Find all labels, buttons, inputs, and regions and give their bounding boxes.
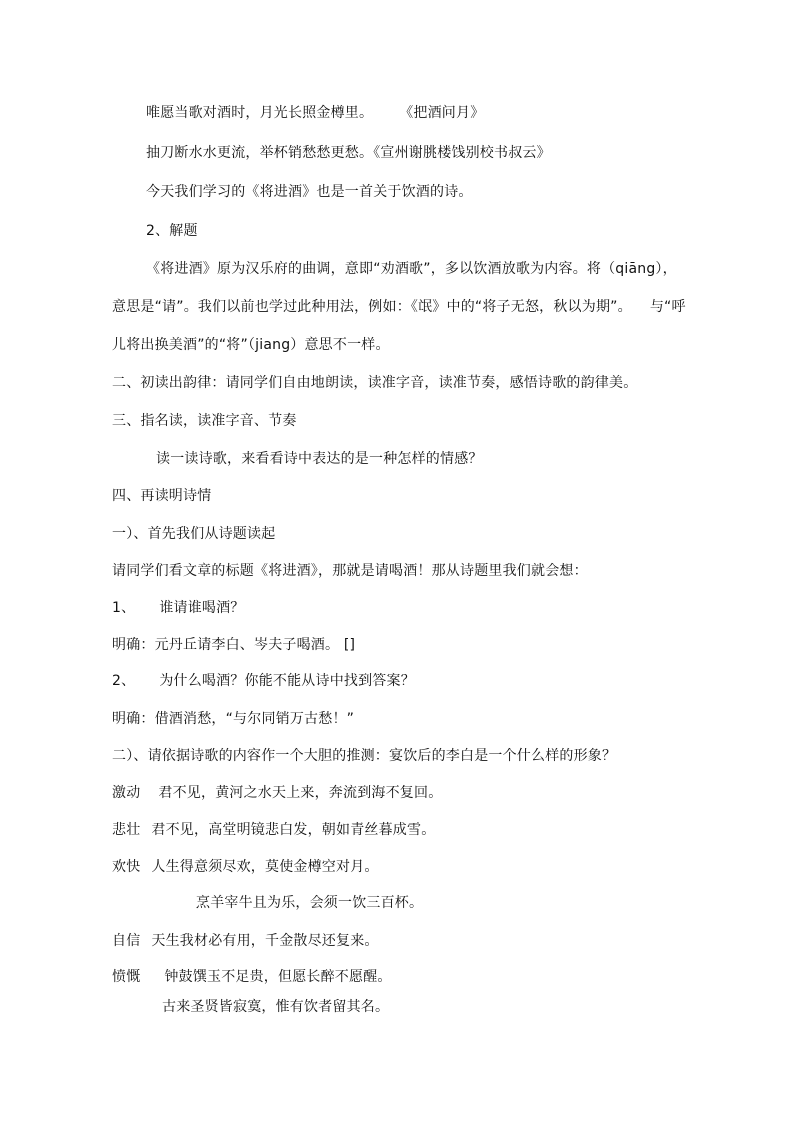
emotion-label: 欢快 <box>112 859 141 875</box>
section-heading: 二、初读出韵律：请同学们自由地朗读，读准字音，读准节奏，感悟诗歌的韵律美。 <box>112 375 638 391</box>
poem-line: 君不见，高堂明镜悲白发，朝如青丝暮成雪。 <box>151 822 436 838</box>
poem-line: 钟鼓馔玉不足贵，但愿长醉不愿醒。 <box>164 969 392 985</box>
list-text: 谁请谁喝酒？ <box>159 600 245 616</box>
text-line: 《将进酒》原为汉乐府的曲调，意即“劝酒歌”，多以饮酒放歌为内容。将（qiāng）， <box>146 261 677 277</box>
section-heading: 四、再读明诗情 <box>112 488 212 504</box>
emotion-label: 激动 <box>112 785 141 801</box>
text-span: 与“呼 <box>649 299 686 315</box>
text-line: 抽刀断水水更流，举杯销愁愁更愁。《宣州谢朓楼饯别校书叔云》 <box>146 145 551 161</box>
text-line <box>112 298 686 316</box>
poem-row <box>112 858 379 876</box>
poem-row <box>112 821 435 839</box>
poem-row <box>112 968 392 986</box>
subsection-heading: 二）、请依据诗歌的内容作一个大胆的推测：宴饮后的李白是一个什么样的形象？ <box>112 748 617 764</box>
text-span: 意思是“请”。我们以前也学过此种用法，例如：《氓》中的“将子无怒，秋以为期”。 <box>112 299 632 315</box>
list-number: 1、 <box>112 600 136 616</box>
list-text: 为什么喝酒？你能不能从诗中找到答案？ <box>159 673 415 689</box>
emotion-label: 自信 <box>112 933 141 949</box>
list-item <box>112 672 415 690</box>
text-line: 明确：元丹丘请李白、岑夫子喝酒。 [] <box>112 637 356 653</box>
emotion-label: 悲壮 <box>112 822 141 838</box>
text-line: 儿将出换美酒”的“将”（jiang）意思不一样。 <box>112 337 390 353</box>
text-line: 请同学们看文章的标题《将进酒》，那就是请喝酒！那从诗题里我们就会想： <box>112 563 588 579</box>
list-item <box>112 599 245 617</box>
poem-line: 天生我材必有用，千金散尽还复来。 <box>151 933 379 949</box>
section-heading: 三、指名读，读准字音、节奏 <box>112 413 297 429</box>
text-line <box>146 104 484 122</box>
poem-line: 君不见，黄河之水天上来，奔流到海不复回。 <box>158 785 443 801</box>
text-line: 今天我们学习的《将进酒》也是一首关于饮酒的诗。 <box>146 184 473 200</box>
emotion-label: 愤慨 <box>112 969 141 985</box>
poem-row <box>112 932 379 950</box>
poem-source: 《把酒问月》 <box>399 105 485 121</box>
section-heading: 2、解题 <box>146 223 198 239</box>
poem-line: 古来圣贤皆寂寞，惟有饮者留其名。 <box>162 999 390 1015</box>
poem-line: 烹羊宰牛且为乐，会须一饮三百杯。 <box>196 895 424 911</box>
poem-row <box>112 784 442 802</box>
poem-quote: 唯愿当歌对酒时，月光长照金樽里。 <box>146 105 374 121</box>
text-line: 读一读诗歌，来看看诗中表达的是一种怎样的情感？ <box>156 451 483 467</box>
subsection-heading: 一）、首先我们从诗题读起 <box>112 526 276 542</box>
list-number: 2、 <box>112 673 136 689</box>
text-line: 明确：借酒消愁，“与尔同销万古愁！” <box>112 711 355 727</box>
poem-line: 人生得意须尽欢，莫使金樽空对月。 <box>151 859 379 875</box>
